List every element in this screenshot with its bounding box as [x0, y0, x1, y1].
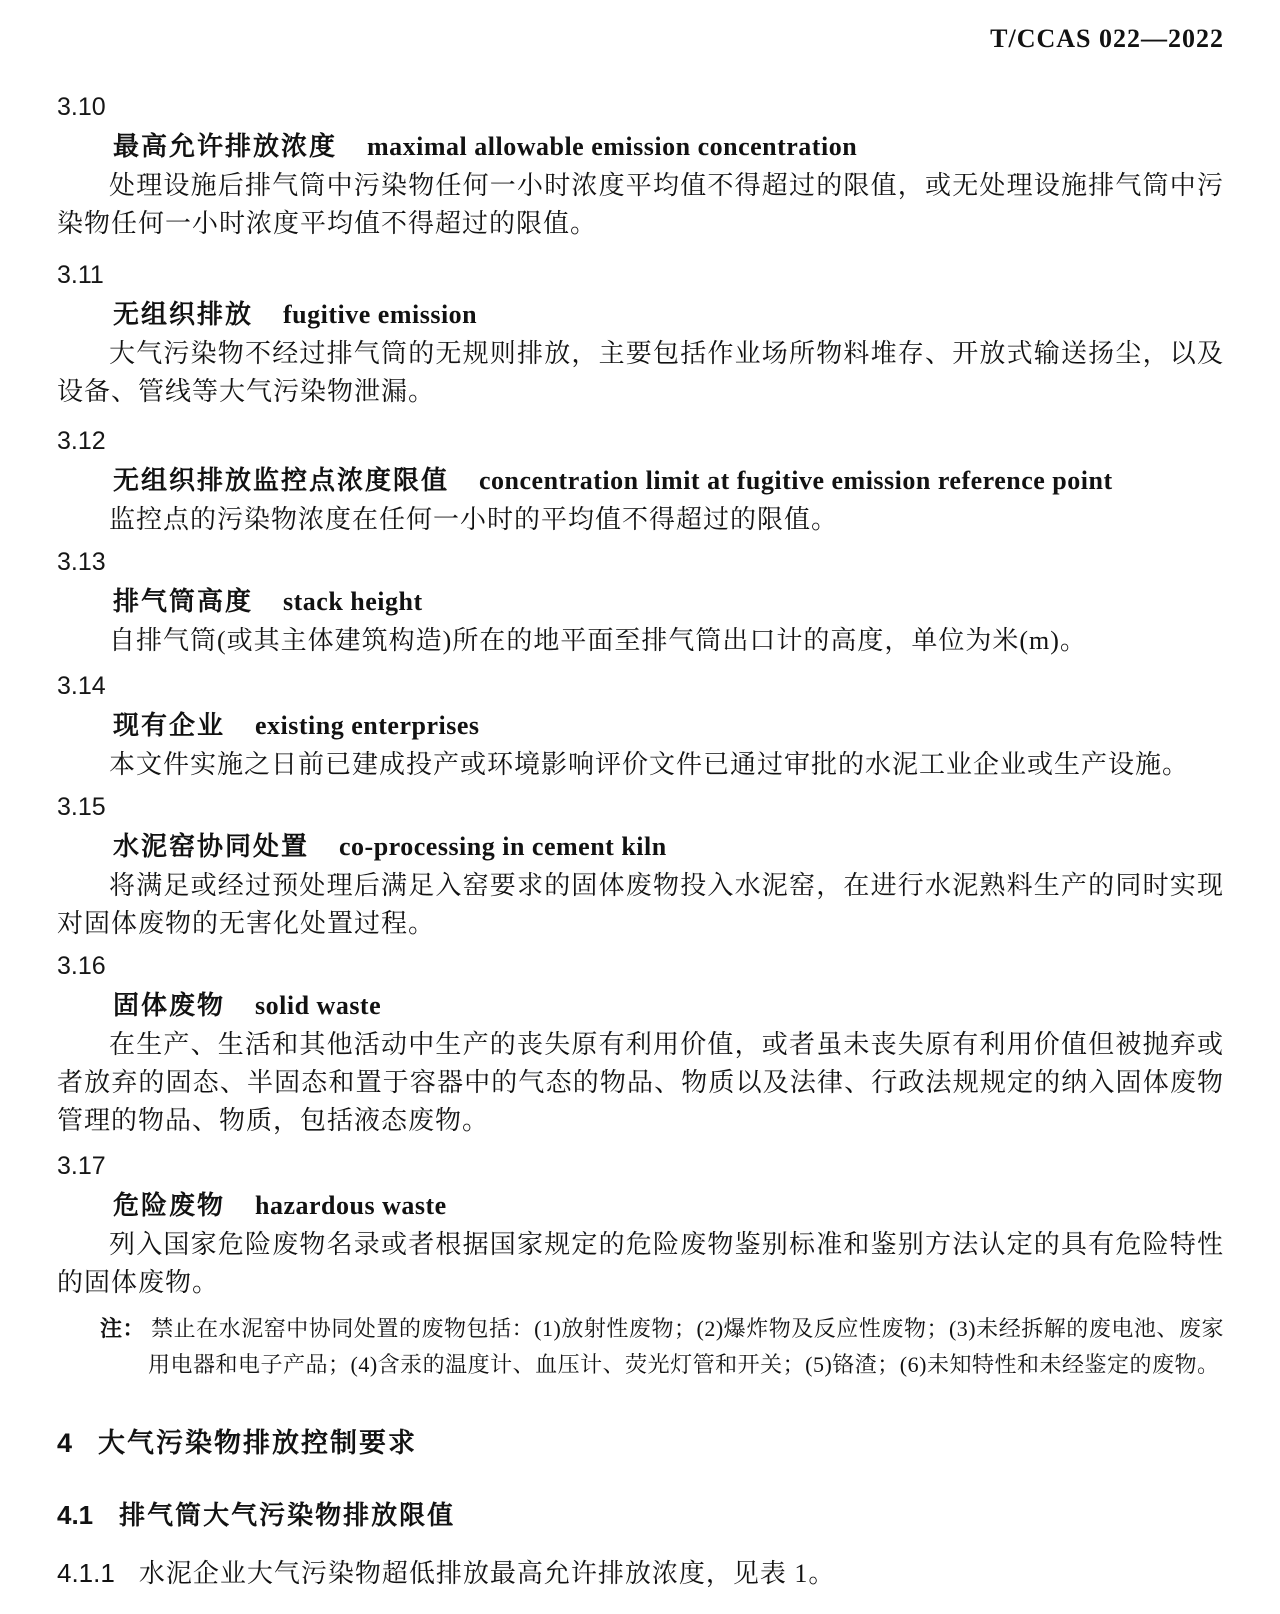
clause: [57, 1553, 1224, 1594]
term-section-3-14: [57, 667, 1224, 784]
note: [100, 1311, 1224, 1383]
term-chinese: 危险废物: [113, 1190, 226, 1220]
document-body: [57, 88, 1224, 1594]
term-section-3-16: [57, 947, 1224, 1140]
definition-text: 本文件实施之日前已建成投产或环境影响评价文件已通过审批的水泥工业企业或生产设施。: [109, 750, 1190, 779]
term-english: maximal allowable emission concentration: [367, 132, 858, 161]
term-heading: [57, 126, 1224, 167]
term-chinese: 现有企业: [113, 710, 226, 740]
term-heading: [57, 705, 1224, 746]
chapter-number: 4: [57, 1428, 73, 1458]
doc-code-header: T/CCAS 022—2022: [990, 24, 1224, 53]
section-number: 3.17: [57, 1152, 106, 1180]
term-section-3-11: [57, 256, 1224, 411]
term-section-3-12: [57, 422, 1224, 539]
term-chinese: 水泥窑协同处置: [113, 831, 310, 861]
term-heading: [57, 985, 1224, 1026]
term-english: hazardous waste: [255, 1191, 447, 1220]
term-heading: [57, 460, 1224, 501]
term-english: stack height: [283, 587, 423, 616]
term-section-3-17: [57, 1147, 1224, 1383]
definition-text: 将满足或经过预处理后满足入窑要求的固体废物投入水泥窑，在进行水泥熟料生产的同时实现对固体废物的无害化处置过程。: [57, 871, 1224, 938]
section-number: 3.11: [57, 261, 104, 289]
term-heading: [57, 1185, 1224, 1226]
term-chinese: 排气筒高度: [113, 586, 254, 616]
term-heading: [57, 826, 1224, 867]
chapter-heading: [57, 1423, 1224, 1463]
clause-text: 水泥企业大气污染物超低排放最高允许排放浓度，见表 1。: [138, 1559, 836, 1588]
term-chinese: 无组织排放监控点浓度限值: [113, 465, 450, 495]
term-chinese: 最高允许排放浓度: [113, 131, 338, 161]
term-chinese: 无组织排放: [113, 299, 254, 329]
section-number: 3.14: [57, 672, 106, 700]
term-section-3-15: [57, 788, 1224, 943]
definition-text: 自排气筒(或其主体建筑构造)所在的地平面至排气筒出口计的高度，单位为米(m)。: [109, 626, 1087, 655]
section-number: 3.13: [57, 548, 106, 576]
term-chinese: 固体废物: [113, 990, 226, 1020]
term-english: co-processing in cement kiln: [339, 832, 667, 861]
clause-number: 4.1.1: [57, 1558, 115, 1588]
section-number: 3.10: [57, 93, 106, 121]
term-english: solid waste: [255, 991, 382, 1020]
definition-text: 处理设施后排气筒中污染物任何一小时浓度平均值不得超过的限值，或无处理设施排气筒中污染物任何一小时浓度平均值不得超过的限值。: [57, 171, 1224, 238]
section-number: 3.15: [57, 793, 106, 821]
subsection-number: 4.1: [57, 1500, 94, 1530]
term-english: concentration limit at fugitive emission reference point: [479, 466, 1113, 495]
term-heading: [57, 294, 1224, 335]
note-text: 禁止在水泥窑中协同处置的废物包括：(1)放射性废物；(2)爆炸物及反应性废物；(3)未经拆解的废电池、废家用电器和电子产品；(4)含汞的温度计、血压计、荧光灯管和开关；(5)铬渣；(6)未知特性和未经鉴定的废物。: [148, 1316, 1224, 1377]
definition-text: 在生产、生活和其他活动中生产的丧失原有利用价值，或者虽未丧失原有利用价值但被抛弃或者放弃的固态、半固态和置于容器中的气态的物品、物质以及法律、行政法规规定的纳入固体废物管理的物品、物质，包括液态废物。: [57, 1030, 1224, 1135]
term-english: existing enterprises: [255, 711, 480, 740]
note-label: 注：: [100, 1316, 146, 1341]
term-heading: [57, 581, 1224, 622]
term-english: fugitive emission: [283, 300, 478, 329]
definition-text: 大气污染物不经过排气筒的无规则排放，主要包括作业场所物料堆存、开放式输送扬尘，以及设备、管线等大气污染物泄漏。: [57, 339, 1224, 406]
section-number: 3.16: [57, 952, 106, 980]
subsection-heading: [57, 1495, 1224, 1535]
chapter-title: 大气污染物排放控制要求: [98, 1428, 418, 1458]
term-section-3-10: [57, 88, 1224, 243]
term-section-3-13: [57, 543, 1224, 660]
subsection-title: 排气筒大气污染物排放限值: [119, 1500, 456, 1530]
definition-text: 监控点的污染物浓度在任何一小时的平均值不得超过的限值。: [109, 505, 839, 534]
section-number: 3.12: [57, 427, 106, 455]
definition-text: 列入国家危险废物名录或者根据国家规定的危险废物鉴别标准和鉴别方法认定的具有危险特性的固体废物。: [57, 1230, 1224, 1297]
